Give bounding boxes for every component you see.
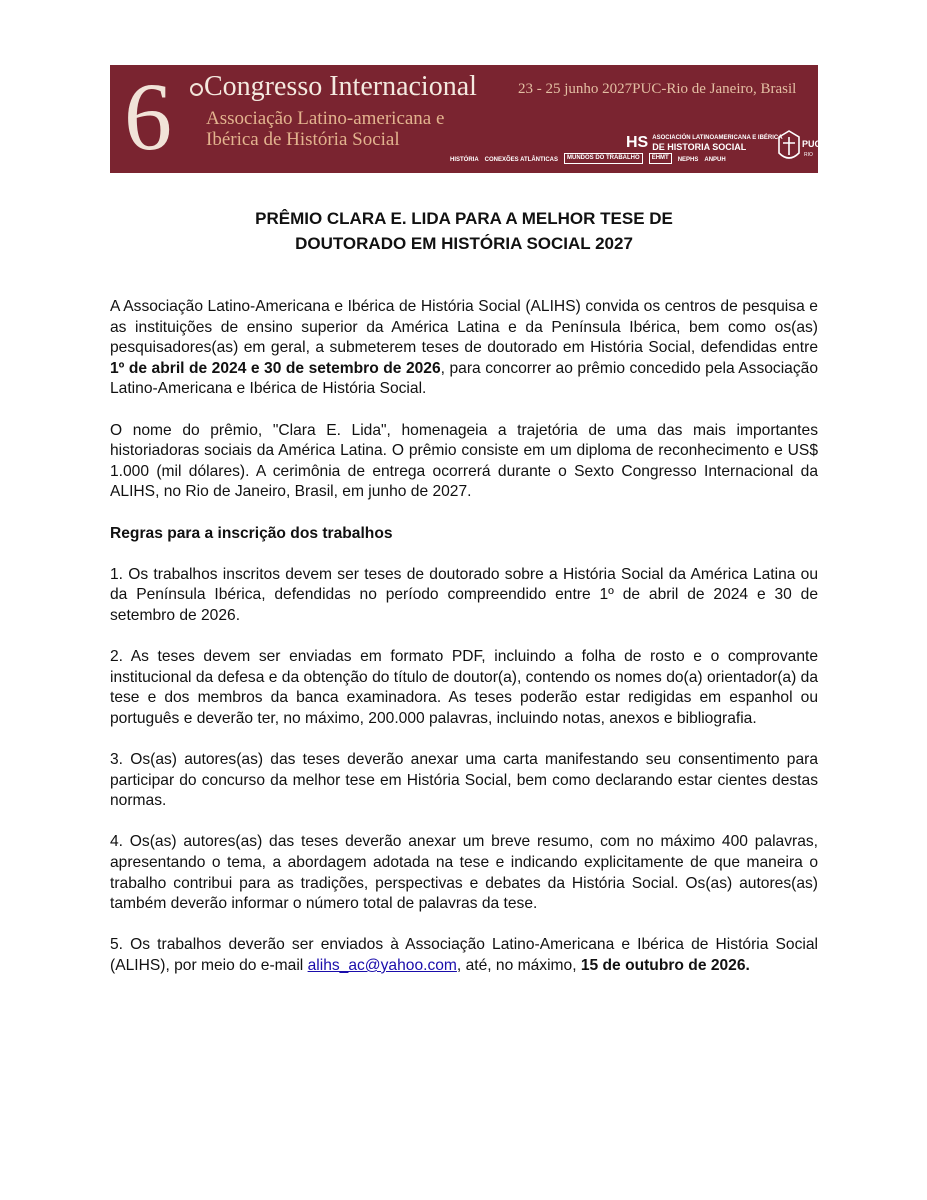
heading-line: PRÊMIO CLARA E. LIDA PARA A MELHOR TESE DE xyxy=(255,209,673,228)
partner-logo: MUNDOS DO TRABALHO xyxy=(564,153,643,164)
rule-item: 5. Os trabalhos deverão ser enviados à Associação Latino-Americana e Ibérica de História Social (ALIHS), por meio do e-mail alihs_ac@yahoo.com, até, no máximo, 15 de outubro de 2026. xyxy=(110,936,818,974)
banner-dates: 23 - 25 junho 2027PUC-Rio de Janeiro, Brasil xyxy=(518,81,797,97)
hs-text: ASOCIACIÓN LATINOAMERICANA E IBÉRICA xyxy=(652,134,783,141)
hs-mark: HS xyxy=(626,134,649,151)
rule-item: 2. As teses devem ser enviadas em formato PDF, incluindo a folha de rosto e o comprovante institucional da defesa e da obtenção do título de doutor(a), contendo os nomes do(a) orientador(a) da tese e dos membros da banca examinadora. As teses poderão estar redigidas em espanhol ou português e deverão ter, no máximo, 200.000 palavras, incluindo notas, anexos e bibliografia. xyxy=(110,648,818,727)
partner-logo: EHMT xyxy=(649,153,672,164)
hs-text: DE HISTORIA SOCIAL xyxy=(652,141,747,152)
document-body xyxy=(110,297,818,997)
subtitle-line: Ibérica de História Social xyxy=(206,129,400,150)
heading-line: DOUTORADO EM HISTÓRIA SOCIAL 2027 xyxy=(295,234,633,253)
congress-banner xyxy=(110,63,822,173)
eligibility-dates: 1º de abril de 2024 e 30 de setembro de 2026 xyxy=(110,359,441,377)
puc-sub: RIO xyxy=(804,152,813,158)
banner-title: Congresso Internacional xyxy=(204,71,477,102)
intro-paragraph: A Associação Latino-Americana e Ibérica de História Social (ALIHS) convida os centros de pesquisa e as instituições de ensino superior da América Latina e da Península Ibérica, bem como os(as) pesquisadores(as) em geral, a submeterem teses de doutorado em História Social, defendidas entre 1º de abril de 2024 e 30 de setembro de 2026, para concorrer ao prêmio concedido pela Associação Latino-Americana e Ibérica de História Social. xyxy=(110,298,819,398)
deadline: 15 de outubro de 2026. xyxy=(580,957,750,974)
puc-rio-logo xyxy=(775,127,822,169)
document-heading xyxy=(110,206,818,256)
subtitle-line: Associação Latino-americana e xyxy=(206,108,445,129)
partner-logos xyxy=(450,153,726,164)
partner-logo: ANPUH xyxy=(704,157,726,163)
partner-logo: HISTÓRIA xyxy=(450,157,479,163)
banner-subtitle xyxy=(206,108,444,150)
rule-item: 3. Os(as) autores(as) das teses deverão anexar uma carta manifestando seu consentimento para participar do concurso da melhor tese em História Social, bem como declarando estar cientes destas normas. xyxy=(110,751,818,810)
rule-item: 4. Os(as) autores(as) das teses deverão anexar um breve resumo, com no máximo 400 palavras, apresentando o tema, a abordagem adotada na tese e indicando explicitamente de que maneira o trabalho contribui para as tradições, perspectivas e debates da História Social. Os(as) autores(as) também deverão informar o número total de palavras da tese. xyxy=(110,833,818,913)
rules-heading: Regras para a inscrição dos trabalhos xyxy=(110,524,393,542)
prize-paragraph: O nome do prêmio, "Clara E. Lida", homenageia a trajetória de uma das mais importantes historiadoras sociais da América Latina. O prêmio consiste em um diploma de reconhecimento e US$ 1.000 (mil dólares). A cerimônia de entrega ocorrerá durante o Sexto Congresso Internacional da ALIHS, no Rio de Janeiro, Brasil, em junho de 2027. xyxy=(110,421,818,501)
puc-label: PUC xyxy=(802,139,822,149)
email-link[interactable]: alihs_ac@yahoo.com xyxy=(307,957,457,974)
ordinal-circle xyxy=(190,83,203,96)
partner-logo: CONEXÕES ATLÂNTICAS xyxy=(484,157,559,163)
partner-logo: NEPHS xyxy=(677,157,699,163)
alihs-logo xyxy=(626,134,783,152)
edition-number: 6 xyxy=(124,63,172,170)
rule-item: 1. Os trabalhos inscritos devem ser teses de doutorado sobre a História Social da América Latina ou da Península Ibérica, defendidas no período compreendido entre 1º de abril de 2024 e 30 de setembro de 2026. xyxy=(110,565,818,624)
